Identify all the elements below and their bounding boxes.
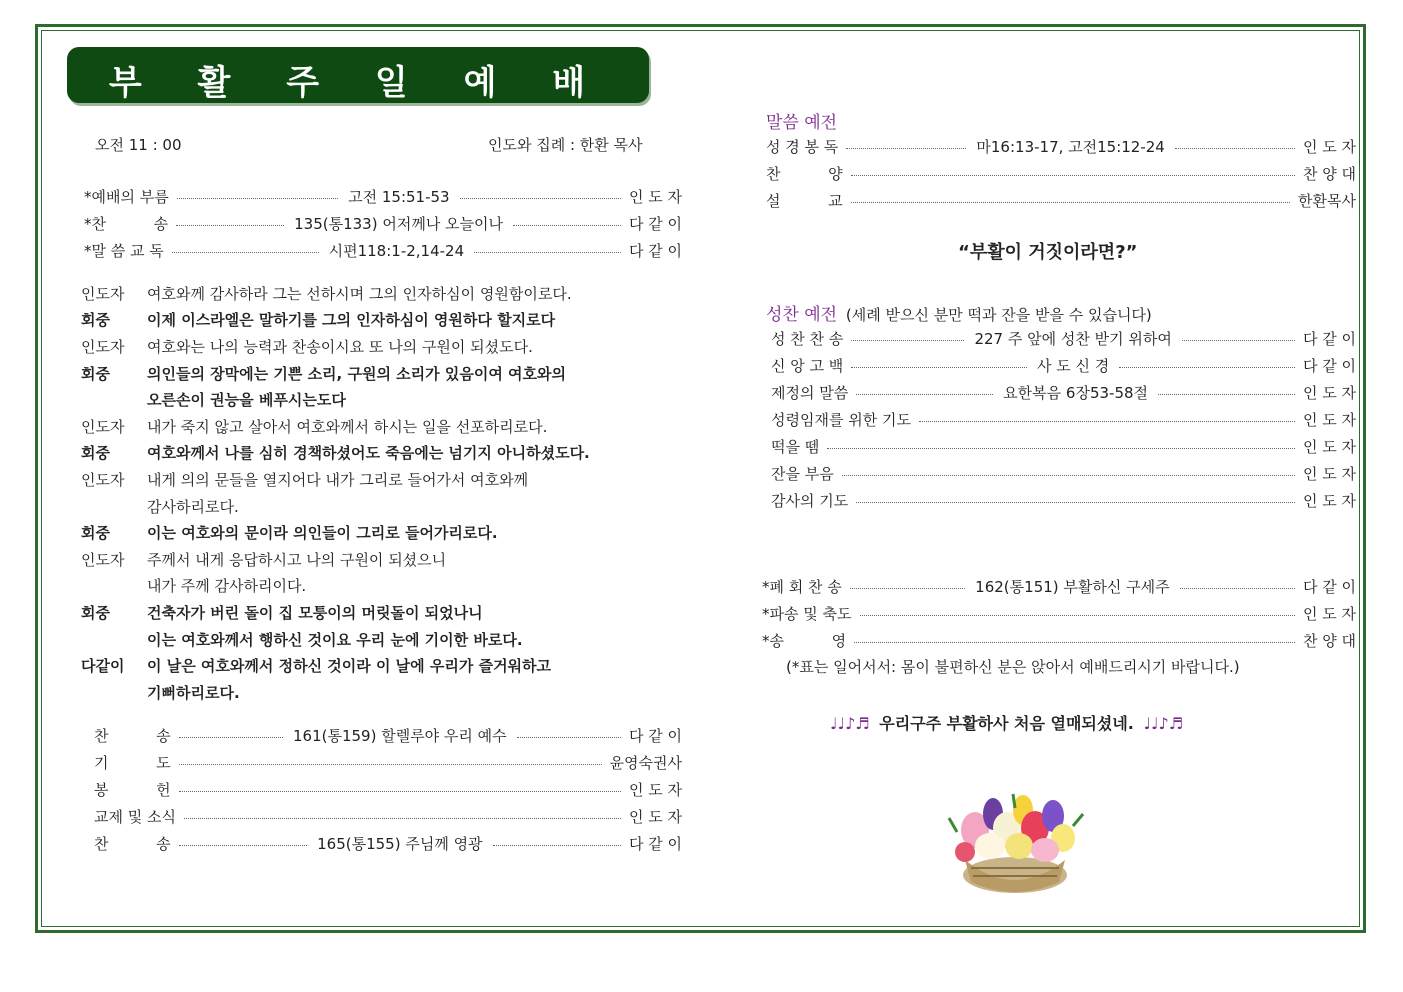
responsive-text: 의인들의 장막에는 기쁜 소리, 구원의 소리가 있음이여 여호와의	[147, 364, 566, 383]
dotted-leader	[474, 252, 621, 253]
responsive-line	[81, 440, 701, 467]
sacrament-item-label: 신 앙 고 백	[771, 356, 844, 375]
word-item-label: 설 교	[766, 191, 843, 210]
sacrament-item-leader: 인 도 자	[1302, 437, 1356, 456]
closing-item-row	[94, 778, 682, 800]
closing-item-row	[94, 724, 682, 746]
opening-item-detail: 135(통133) 어저께나 오늘이나	[294, 214, 504, 233]
sacrament-item-label: 성 찬 찬 송	[771, 329, 844, 348]
opening-item-label: *찬 송	[84, 214, 169, 233]
responsive-line	[81, 652, 701, 679]
word-section-heading: 말씀 예전	[766, 113, 838, 133]
dotted-leader	[1182, 340, 1295, 341]
dotted-leader	[854, 642, 1295, 643]
closing-item-row	[94, 805, 682, 827]
sacrament-note: (세례 받으신 분만 떡과 잔을 받을 수 있습니다)	[845, 306, 1152, 324]
sacrament-item-detail: 요한복음 6장53-58절	[1003, 383, 1149, 402]
ending-item-detail: 162(통151) 부활하신 구세주	[975, 577, 1170, 596]
word-item-row	[766, 135, 1356, 157]
dotted-leader	[1158, 394, 1295, 395]
closing-item-leader: 다 같 이	[629, 834, 683, 853]
sacrament-item-label: 제정의 말씀	[771, 383, 849, 402]
ending-item-leader: 인 도 자	[1302, 604, 1356, 623]
opening-item-label: *말 씀 교 독	[84, 241, 164, 260]
responsive-line	[81, 626, 701, 653]
ending-item-leader: 찬 양 대	[1302, 631, 1356, 650]
dotted-leader	[176, 225, 284, 226]
closing-item-leader: 다 같 이	[628, 726, 682, 745]
sacrament-item-row	[771, 327, 1356, 349]
ending-item-label: *송 영	[762, 631, 847, 650]
responsive-text: 기뻐하리로다.	[147, 683, 240, 702]
responsive-line	[81, 573, 701, 600]
service-leader: 인도와 집례 : 한환 목사	[488, 136, 643, 154]
responsive-text: 감사하리로다.	[147, 497, 239, 516]
responsive-speaker: 인도자	[81, 337, 125, 356]
responsive-line	[81, 466, 701, 493]
sacrament-item-leader: 다 같 이	[1303, 356, 1357, 375]
responsive-text: 여호와께서 나를 심히 경책하셨어도 죽음에는 넘기지 아니하셨도다.	[147, 444, 590, 463]
closing-item-label: 교제 및 소식	[94, 807, 176, 826]
dotted-leader	[460, 198, 621, 199]
opening-item-detail: 시편118:1-2,14-24	[328, 241, 465, 260]
closing-item-leader: 인 도 자	[628, 807, 682, 826]
responsive-text: 오른손이 권능을 베푸시는도다	[147, 391, 346, 410]
closing-item-row	[94, 832, 682, 854]
dotted-leader	[856, 394, 993, 395]
sacrament-item-row	[771, 381, 1356, 403]
dotted-leader	[179, 737, 283, 738]
word-item-leader: 한환목사	[1298, 191, 1356, 210]
word-item-label: 찬 양	[766, 164, 843, 183]
dotted-leader	[919, 421, 1295, 422]
sermon-title: “부활이 거짓이라면?”	[958, 242, 1138, 263]
responsive-speaker: 다같이	[81, 657, 125, 676]
responsive-text: 이는 여호와의 문이라 의인들이 그리로 들어가리로다.	[147, 524, 498, 543]
hymn-lyric-line	[830, 711, 1183, 734]
closing-item-row	[94, 751, 682, 773]
music-notes-icon: ♩♩♪♬	[1143, 714, 1184, 733]
opening-item-leader: 인 도 자	[628, 187, 682, 206]
sacrament-item-row	[771, 408, 1356, 430]
opening-item-row	[84, 212, 682, 234]
sacrament-item-row	[771, 462, 1356, 484]
sacrament-item-leader: 인 도 자	[1302, 491, 1356, 510]
ending-item-row	[762, 602, 1356, 624]
sacrament-item-detail: 227 주 앞에 성찬 받기 위하여	[974, 329, 1172, 348]
responsive-speaker: 회중	[81, 524, 110, 543]
sacrament-item-detail: 사 도 신 경	[1037, 356, 1110, 375]
dotted-leader	[513, 225, 621, 226]
sacrament-item-row	[771, 435, 1356, 457]
ending-item-row	[762, 629, 1356, 651]
responsive-line	[81, 493, 701, 520]
responsive-text: 이는 여호와께서 행하신 것이요 우리 눈에 기이한 바로다.	[147, 630, 523, 649]
dotted-leader	[179, 791, 621, 792]
closing-item-leader: 인 도 자	[628, 780, 682, 799]
closing-item-label: 기 도	[94, 753, 171, 772]
sacrament-item-leader: 다 같 이	[1302, 329, 1356, 348]
dotted-leader	[517, 737, 621, 738]
sacrament-item-leader: 인 도 자	[1302, 464, 1356, 483]
dotted-leader	[827, 448, 1295, 449]
responsive-speaker: 회중	[81, 311, 110, 330]
dotted-leader	[1180, 588, 1295, 589]
sacrament-item-label: 성령임재를 위한 기도	[771, 410, 911, 429]
dotted-leader	[1175, 148, 1295, 149]
word-item-row	[766, 189, 1356, 211]
dotted-leader	[851, 175, 1295, 176]
dotted-leader	[172, 252, 319, 253]
sacrament-item-leader: 인 도 자	[1303, 383, 1357, 402]
responsive-line	[81, 599, 701, 626]
responsive-line	[81, 386, 701, 413]
dotted-leader	[851, 202, 1290, 203]
ending-item-label: *파송 및 축도	[762, 604, 852, 623]
responsive-text: 주께서 내게 응답하시고 나의 구원이 되셨으니	[147, 550, 447, 569]
responsive-text: 내게 의의 문들을 열지어다 내가 그리로 들어가서 여호와께	[147, 470, 529, 489]
responsive-speaker: 인도자	[81, 284, 125, 303]
sacrament-item-label: 잔을 부음	[771, 464, 834, 483]
sacrament-section-heading: 성찬 예전	[766, 305, 838, 325]
sacrament-item-label: 감사의 기도	[771, 491, 849, 510]
opening-item-detail: 고전 15:51-53	[348, 187, 450, 206]
opening-item-leader: 다 같 이	[629, 214, 683, 233]
sacrament-heading-row	[766, 300, 1152, 325]
word-item-row	[766, 162, 1356, 184]
dotted-leader	[846, 148, 966, 149]
word-item-detail: 마16:13-17, 고전15:12-24	[976, 137, 1165, 156]
dotted-leader	[179, 764, 602, 765]
responsive-line	[81, 413, 701, 440]
dotted-leader	[1119, 367, 1295, 368]
responsive-speaker: 회중	[81, 444, 110, 463]
hymn-lyric: 우리구주 부활하사 처음 열매되셨네.	[879, 714, 1134, 733]
closing-item-detail: 165(통155) 주님께 영광	[317, 834, 483, 853]
ending-item-row	[762, 575, 1356, 597]
dotted-leader	[860, 615, 1295, 616]
opening-item-label: *예배의 부름	[84, 187, 169, 206]
closing-item-detail: 161(통159) 할렐루야 우리 예수	[292, 726, 507, 745]
responsive-line	[81, 280, 701, 307]
dotted-leader	[177, 198, 338, 199]
dotted-leader	[493, 845, 621, 846]
responsive-text: 건축자가 버린 돌이 집 모퉁이의 머릿돌이 되었나니	[147, 603, 483, 622]
word-item-leader: 찬 양 대	[1302, 164, 1356, 183]
title-banner	[67, 47, 649, 103]
responsive-line	[81, 307, 701, 334]
sacrament-item-label: 떡을 뗌	[771, 437, 820, 456]
sacrament-item-row	[771, 489, 1356, 511]
responsive-text: 여호와는 나의 능력과 찬송이시요 또 나의 구원이 되셨도다.	[147, 337, 533, 356]
ending-item-leader: 다 같 이	[1303, 577, 1357, 596]
responsive-line	[81, 679, 701, 706]
responsive-speaker: 인도자	[81, 550, 125, 569]
service-time: 오전 11 : 00	[95, 136, 182, 154]
dotted-leader	[851, 340, 964, 341]
dotted-leader	[179, 845, 307, 846]
responsive-text: 내가 죽지 않고 살아서 여호와께서 하시는 일을 선포하리로다.	[147, 417, 548, 436]
responsive-text: 내가 주께 감사하리이다.	[147, 577, 307, 596]
page-title: 부 활 주 일 예 배	[108, 63, 608, 103]
responsive-speaker: 인도자	[81, 417, 125, 436]
responsive-line	[81, 360, 701, 387]
opening-item-row	[84, 185, 682, 207]
dotted-leader	[851, 367, 1027, 368]
responsive-speaker: 회중	[81, 603, 110, 622]
sacrament-item-leader: 인 도 자	[1302, 410, 1356, 429]
closing-item-label: 봉 헌	[94, 780, 171, 799]
responsive-text: 이제 이스라엘은 말하기를 그의 인자하심이 영원하다 할지로다	[147, 311, 556, 330]
opening-item-leader: 다 같 이	[628, 241, 682, 260]
dotted-leader	[184, 818, 621, 819]
closing-item-label: 찬 송	[94, 834, 171, 853]
responsive-line	[81, 519, 701, 546]
ending-item-label: *폐 회 찬 송	[762, 577, 842, 596]
responsive-speaker: 회중	[81, 364, 110, 383]
dotted-leader	[842, 475, 1295, 476]
flower-basket-image	[935, 770, 1095, 900]
responsive-text: 여호와께 감사하라 그는 선하시며 그의 인자하심이 영원함이로다.	[147, 284, 572, 303]
responsive-line	[81, 546, 701, 573]
opening-item-row	[84, 239, 682, 261]
closing-item-leader: 윤영숙권사	[609, 753, 682, 772]
dotted-leader	[856, 502, 1295, 503]
sacrament-item-row	[771, 354, 1356, 376]
standing-footnote: (*표는 일어서서: 몸이 불편하신 분은 앉아서 예배드리시기 바랍니다.)	[786, 658, 1240, 676]
responsive-text: 이 날은 여호와께서 정하신 것이라 이 날에 우리가 즐거워하고	[147, 657, 552, 676]
word-item-label: 성 경 봉 독	[766, 137, 839, 156]
responsive-speaker: 인도자	[81, 470, 125, 489]
responsive-reading	[81, 280, 701, 706]
word-item-leader: 인 도 자	[1302, 137, 1356, 156]
music-notes-icon: ♩♩♪♬	[830, 714, 870, 733]
responsive-line	[81, 333, 701, 360]
dotted-leader	[850, 588, 965, 589]
closing-item-label: 찬 송	[94, 726, 171, 745]
